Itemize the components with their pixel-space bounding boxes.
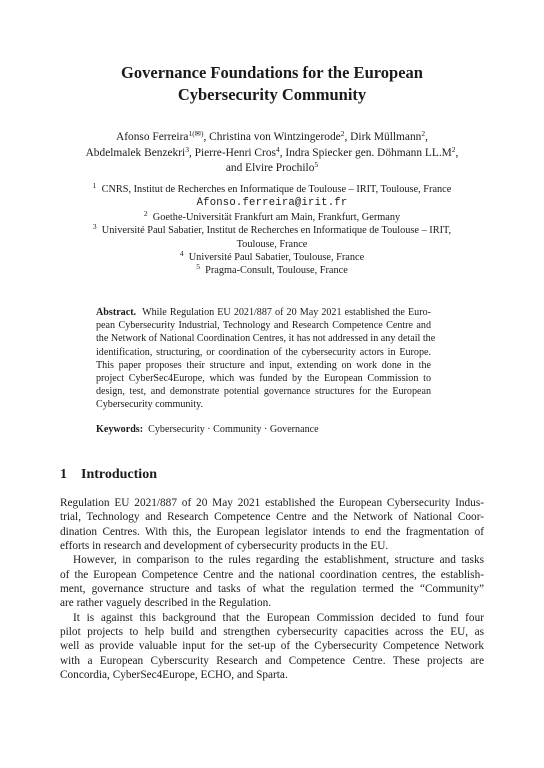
body-line: pilot projects to help build and strengthen cybersecurity capacities across the EU, as xyxy=(60,626,484,639)
author-affiliation-mark: 2 xyxy=(421,129,426,138)
abstract-line: identification, structuring, or coordination of the cybersecurity actors in Europe. xyxy=(96,346,431,358)
body-line: It is against this background that the European Commission decided to fund four xyxy=(73,611,484,624)
affiliation-number: 3 xyxy=(92,222,97,232)
body-line: Concordia, CyberSec4Europe, ECHO, and Sparta. xyxy=(60,669,288,682)
body-line: However, in comparison to the rules regarding the establishment, structure and tasks xyxy=(73,554,484,567)
body-line: dination Centres. With this, the European legislator intends to end the fragmentation of xyxy=(60,525,484,538)
author-name: , Dirk Müllmann xyxy=(344,131,422,143)
email-link[interactable]: Afonso.ferreira@irit.fr xyxy=(196,197,348,210)
author-name: , Pierre-Henri Cros xyxy=(188,146,276,159)
abstract-line xyxy=(96,306,431,319)
body-line: efforts in research and development of cybersecurity products in the EU. xyxy=(60,540,389,553)
section-number: 1 xyxy=(60,467,67,482)
author-name: Afonso Ferreira xyxy=(116,131,189,143)
body-line: trial, Technology and Research Competence Centre and the Network of National Coor- xyxy=(60,511,484,524)
affiliation-number: 2 xyxy=(143,208,148,218)
keywords xyxy=(96,423,319,436)
abstract xyxy=(96,306,436,412)
paper-title xyxy=(60,62,484,106)
section-heading xyxy=(60,466,157,484)
author-affiliation-mark: 3 xyxy=(185,144,189,154)
abstract-line: the Network of National Coordination Centres, it has not addressed in any detail the xyxy=(96,333,436,345)
abstract-label: Abstract. xyxy=(96,307,137,318)
body-line: Regulation EU 2021/887 of 20 May 2021 established the European Cybersecurity Indus- xyxy=(60,497,484,509)
body-line: of the European Competence Centre and the national coordination centres, the establish- xyxy=(60,568,484,581)
affiliation xyxy=(50,238,494,251)
abstract-text: While Regulation EU 2021/887 of 20 May 2021 established the Euro- xyxy=(142,307,431,318)
affiliation-number: 5 xyxy=(196,262,200,272)
affiliation-text: Pragma-Consult, Toulouse, France xyxy=(205,265,348,277)
author-line xyxy=(40,161,504,177)
affiliation-number: 1 xyxy=(92,181,97,190)
author-affiliation-mark: 2 xyxy=(340,129,345,138)
author-name: and Elvire Prochilo xyxy=(225,162,315,174)
affiliation xyxy=(50,264,494,277)
body-line: ment, governance structure and tasks of what the regulation termed the “Community” xyxy=(60,583,484,596)
affiliation xyxy=(50,224,494,237)
title-line: Cybersecurity Community xyxy=(177,85,367,104)
author-affiliation-mark: 5 xyxy=(314,160,319,169)
author-list xyxy=(40,130,504,177)
author-separator: , xyxy=(425,131,428,143)
affiliation-text: Université Paul Sabatier, Toulouse, France xyxy=(188,252,365,264)
affiliation-text: Goethe-Universität Frankfurt am Main, Frankfurt, Germany xyxy=(152,211,401,223)
abstract-line: pean Cybersecurity Industrial, Technology and Research Competence Centre and xyxy=(96,320,431,332)
affiliation-list xyxy=(50,183,494,278)
affiliation-text: Université Paul Sabatier, Institut de Recherches en Informatique de Toulouse – IRIT, xyxy=(101,225,452,237)
author-affiliation-mark: 4 xyxy=(275,144,280,154)
author-separator: , xyxy=(455,146,459,159)
section-title: Introduction xyxy=(81,467,157,482)
affiliation xyxy=(50,251,494,264)
body-line: well as provide valuable input for the set-up of the Cybersecurity Competence Network xyxy=(60,640,484,653)
affiliation-number: 4 xyxy=(179,249,184,259)
author-name: , Indra Spiecker gen. Döhmann LL.M xyxy=(279,146,452,159)
author-affiliation-mark: 1(✉) xyxy=(188,129,204,138)
body-line: are rather vaguely described in the Regulation. xyxy=(60,597,272,610)
abstract-line: project CyberSec4Europe, which was funded by the European Commission to xyxy=(96,373,431,385)
author-line xyxy=(40,130,504,146)
affiliation xyxy=(50,183,494,196)
affiliation-text: CNRS, Institut de Recherches en Informatique de Toulouse – IRIT, Toulouse, France xyxy=(101,184,452,195)
keywords-label: Keywords: xyxy=(96,424,144,435)
keywords-text: Cybersecurity · Community · Governance xyxy=(148,424,319,435)
author-name: , Christina von Wintzingerode xyxy=(203,131,341,143)
author-name: Abdelmalek Benzekri xyxy=(85,146,186,159)
affiliation-text: Toulouse, France xyxy=(236,238,308,250)
abstract-line: design, test, and demonstrate potential governance structures for the European xyxy=(96,386,431,398)
body-line: with a European Cyberscurity Research and Competence Centre. These projects are xyxy=(60,654,484,667)
affiliation xyxy=(50,208,494,224)
affiliation-email[interactable] xyxy=(50,196,494,210)
abstract-line: Cybersecurity community. xyxy=(96,399,203,411)
abstract-line: This paper proposes their structure and input, extending on work done in the xyxy=(96,359,431,371)
author-affiliation-mark: 2 xyxy=(451,144,456,154)
author-line xyxy=(40,146,504,162)
title-line: Governance Foundations for the European xyxy=(121,63,423,82)
body-text xyxy=(60,496,484,682)
